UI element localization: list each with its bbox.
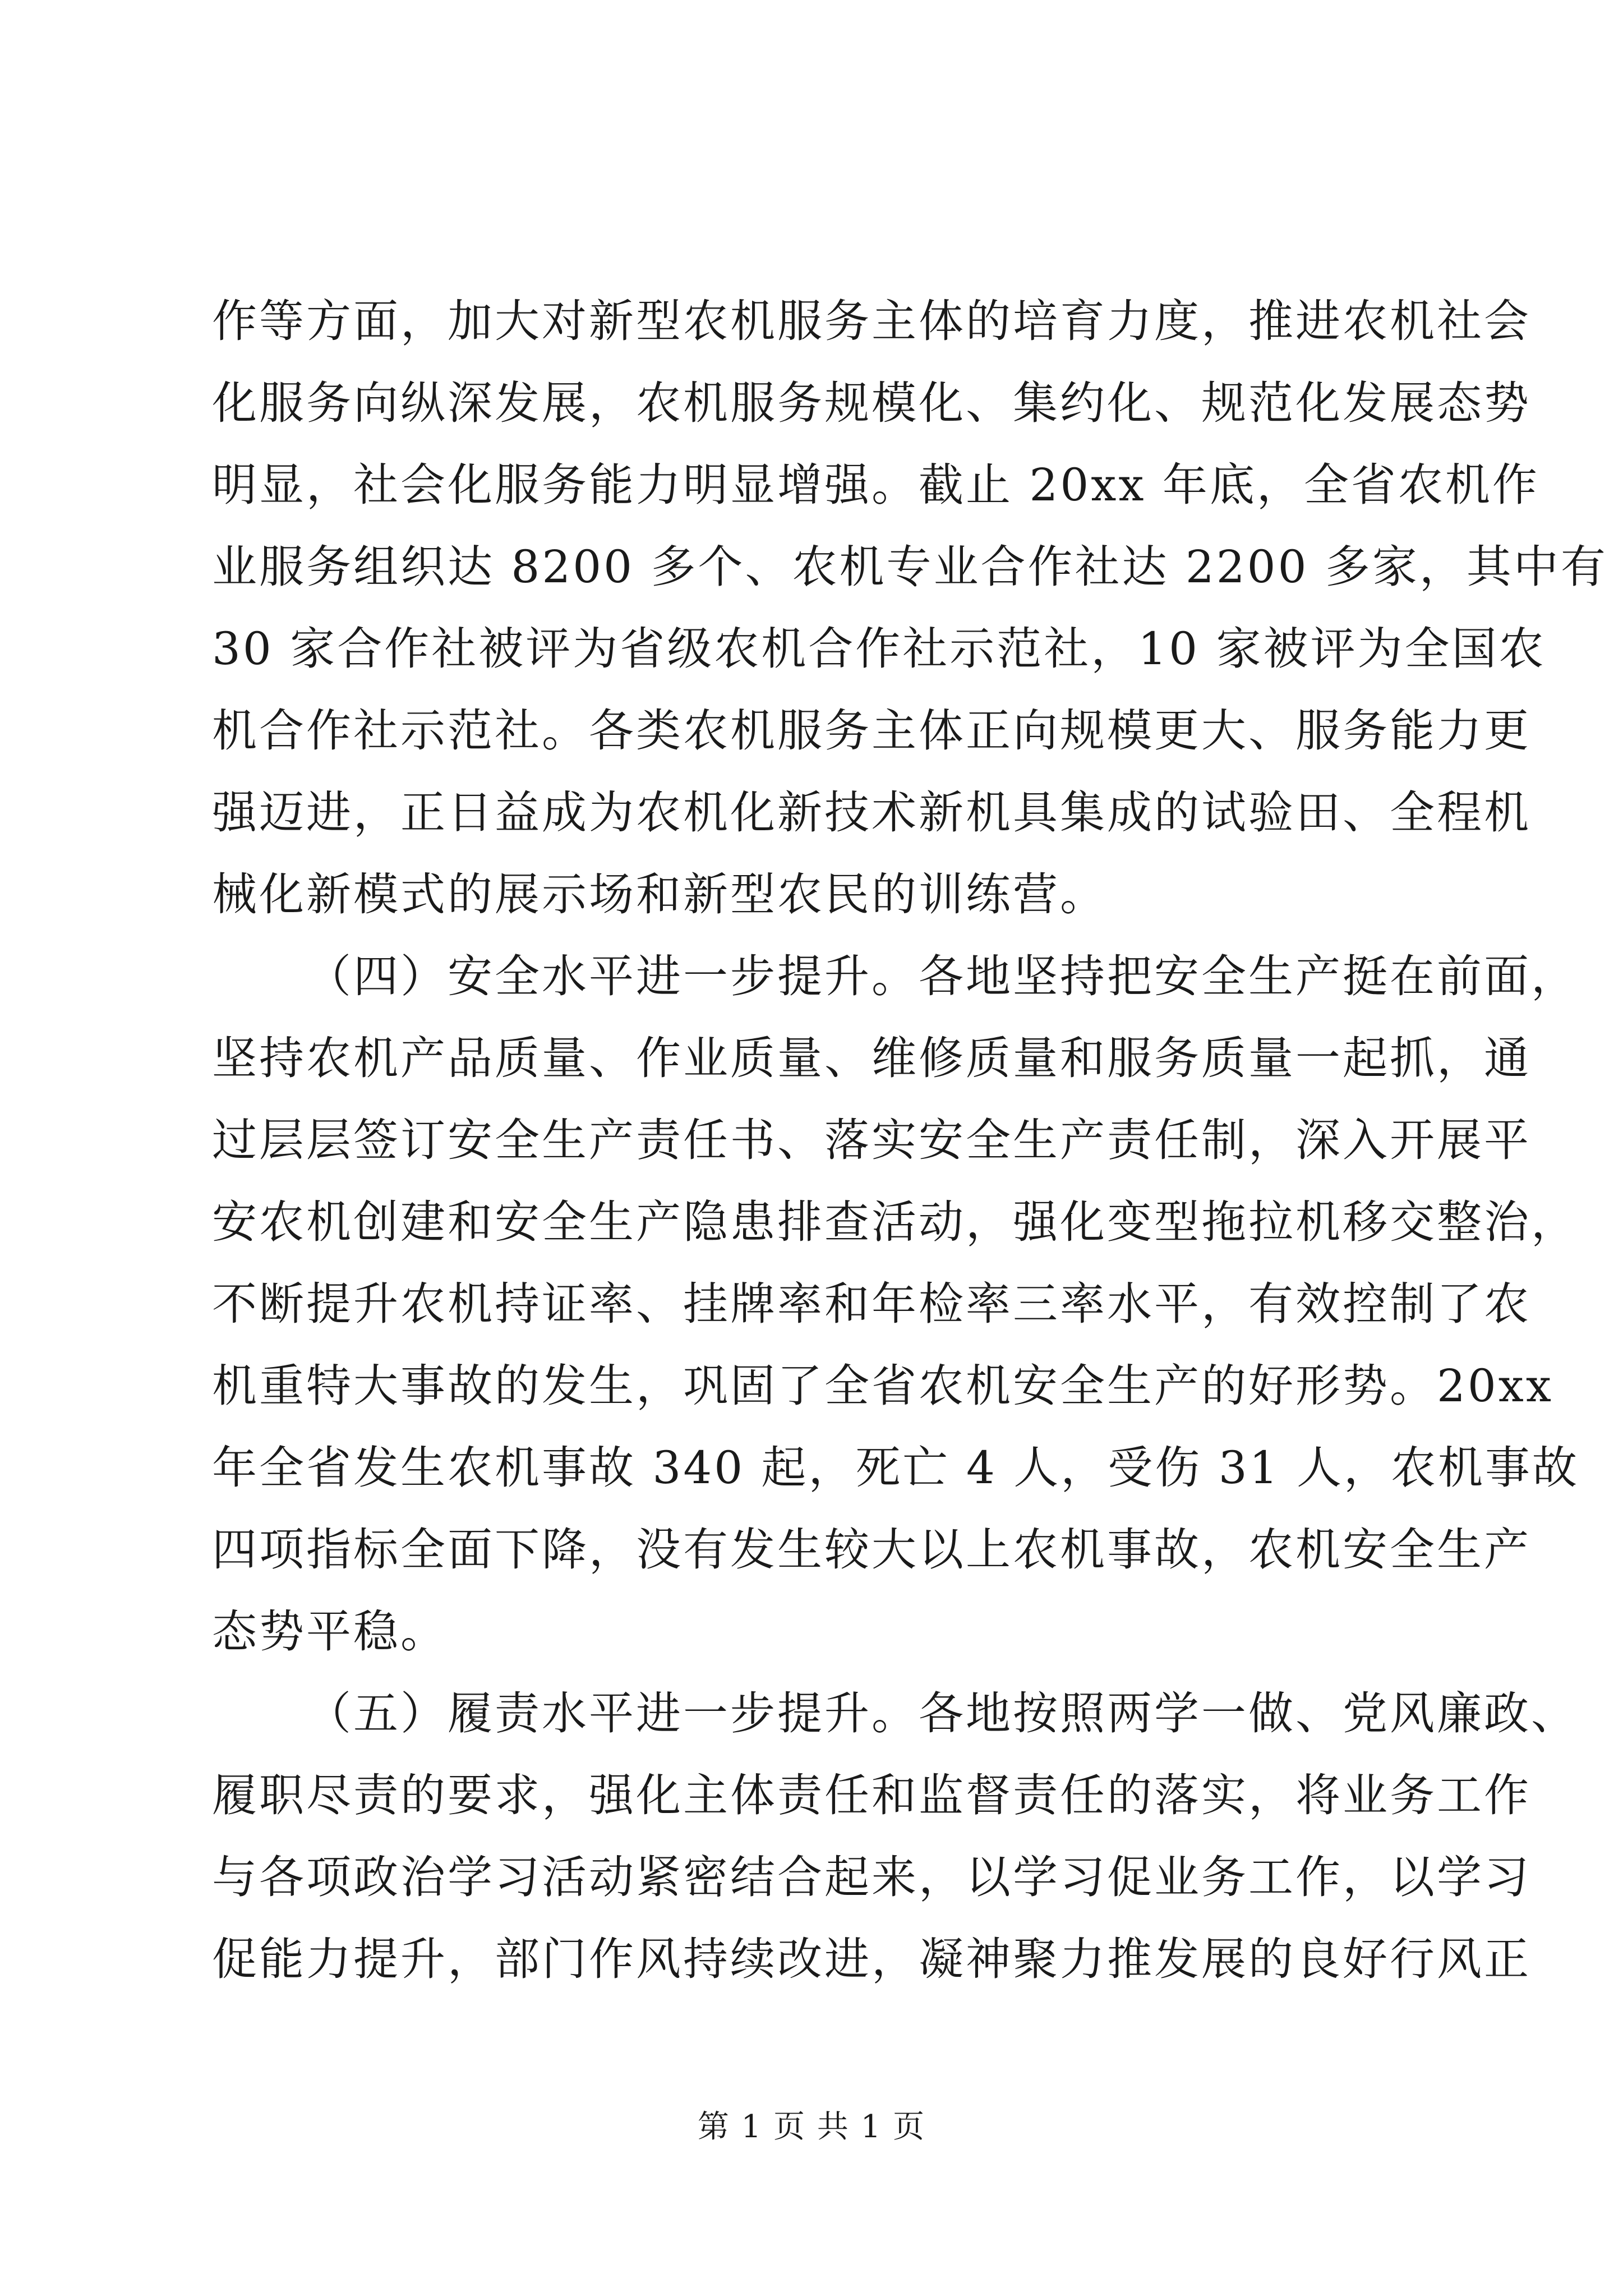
paragraph-services [212,280,1608,936]
text-line: 机合作社示范社。各类农机服务主体正向规模更大、服务能力更 [212,705,1531,757]
text-line: 不断提升农机持证率、挂牌率和年检率三率水平，有效控制了农 [212,1278,1531,1330]
text-line: 30 家合作社被评为省级农机合作社示范社，10 家被评为全国农 [212,623,1546,675]
page-footer [0,2105,1623,2150]
paragraph-duty [212,1673,1578,2000]
body-text [212,280,1608,2000]
text-line: 年全省发生农机事故 340 起，死亡 4 人，受伤 31 人，农机事故 [212,1442,1579,1494]
text-line: 安农机创建和安全生产隐患排查活动，强化变型拖拉机移交整治， [212,1196,1578,1248]
text-line: 械化新模式的展示场和新型农民的训练营。 [212,868,1107,921]
text-line: 作等方面，加大对新型农机服务主体的培育力度，推进农机社会 [212,295,1531,347]
text-line: （四）安全水平进一步提升。各地坚持把安全生产挺在前面， [306,950,1578,1002]
text-line: 明显，社会化服务能力明显增强。截止 20xx 年底，全省农机作 [212,459,1539,511]
paragraph-safety [212,936,1579,1673]
text-line: 机重特大事故的发生，巩固了全省农机安全生产的好形势。20xx [212,1360,1554,1412]
text-line: 过层层签订安全生产责任书、落实安全生产责任制，深入开展平 [212,1114,1531,1166]
text-line: 坚持农机产品质量、作业质量、维修质量和服务质量一起抓，通 [212,1032,1531,1084]
page-number-label: 第 1 页 共 1 页 [697,2109,926,2145]
text-line: 促能力提升，部门作风持续改进，凝神聚力推发展的良好行风正 [212,1933,1531,1985]
text-line: 态势平稳。 [212,1605,448,1658]
text-line: 四项指标全面下降，没有发生较大以上农机事故，农机安全生产 [212,1524,1531,1576]
text-line: 强迈进，正日益成为农机化新技术新机具集成的试验田、全程机 [212,786,1531,839]
text-line: 化服务向纵深发展，农机服务规模化、集约化、规范化发展态势 [212,377,1531,429]
text-line: （五）履责水平进一步提升。各地按照两学一做、党风廉政、 [306,1687,1578,1740]
text-line: 与各项政治学习活动紧密结合起来，以学习促业务工作，以学习 [212,1851,1531,1903]
text-line: 履职尽责的要求，强化主体责任和监督责任的落实，将业务工作 [212,1769,1531,1821]
text-line: 业服务组织达 8200 多个、农机专业合作社达 2200 多家，其中有 [212,541,1608,593]
